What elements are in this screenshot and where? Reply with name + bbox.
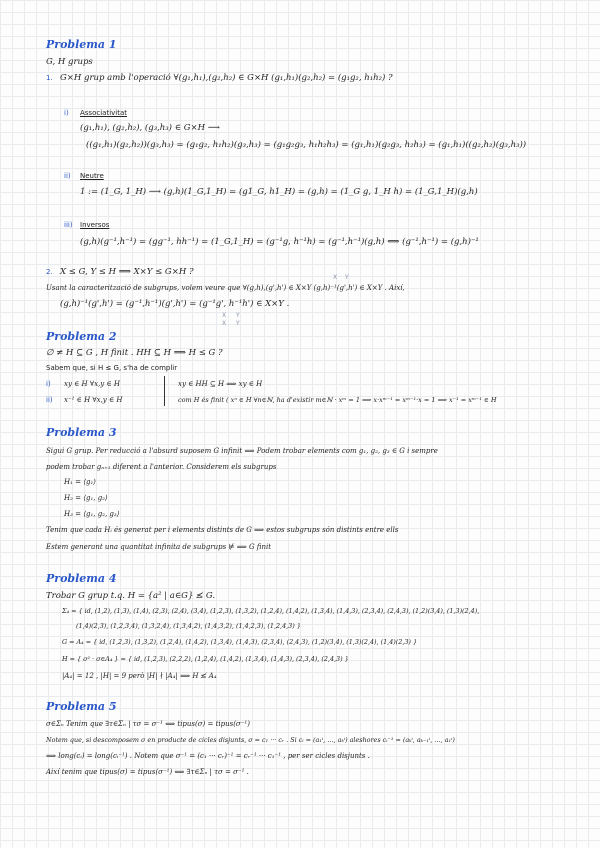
p1-stamp-4: Y bbox=[236, 312, 240, 319]
p1-item-2-number: 2. bbox=[46, 268, 53, 276]
p1-item-1-number: 1. bbox=[46, 74, 53, 82]
p2-item-1-result: xy ∈ HH ⊆ H ⟹ xy ∈ H bbox=[178, 380, 263, 388]
p3-line-2: podem trobar gₙ₊₁ diferent a l'anterior. Considerem els subgrups bbox=[46, 463, 277, 471]
p3-subgroup-3: H₃ = ⟨g₁, g₂, g₃⟩ bbox=[64, 510, 120, 518]
p3-subgroup-1: H₁ = ⟨g₁⟩ bbox=[64, 478, 96, 486]
p2-line-1: ∅ ≠ H ⊆ G , H finit . HH ⊆ H ⟹ H ≤ G ? bbox=[46, 348, 223, 358]
p2-line-2: Sabem que, si H ≤ G, s'ha de complir bbox=[46, 364, 178, 372]
p1-stamp-2: Y bbox=[345, 274, 349, 281]
problem-1-title: Problema 1 bbox=[46, 38, 117, 51]
p1-sub-1-line-b: ((g₁,h₁)(g₂,h₂))(g₃,h₃) = (g₁g₂, h₁h₂)(g₃,h₃) = (g₁g₂g₃, h₁h₂h₃) = (g₁,h₁)(g₂g₃, h₂h₃) = (g₁,h₁)((g₂,h₂)(g₃,h₃)) bbox=[86, 140, 527, 150]
p1-sub-2-number: ii) bbox=[64, 172, 71, 180]
problem-2-title: Problema 2 bbox=[46, 330, 117, 343]
p1-sub-2-title: Neutre bbox=[80, 172, 104, 180]
p3-subgroup-2: H₂ = ⟨g₁, g₂⟩ bbox=[64, 494, 108, 502]
p1-sub-1-title: Associativitat bbox=[80, 109, 128, 117]
p2-item-2: x⁻¹ ∈ H ∀x,y ∈ H bbox=[64, 396, 123, 404]
p1-line-4: Usant la caracterització de subgrups, volem veure que ∀(g,h),(g',h') ∈ X×Y (g,h)⁻¹(g',h') ∈ X×Y . Així, bbox=[46, 284, 405, 292]
p1-line-5: (g,h)⁻¹(g',h') = (g⁻¹,h⁻¹)(g',h') = (g⁻¹g', h⁻¹h') ∈ X×Y . bbox=[60, 299, 290, 309]
p2-divider bbox=[164, 376, 165, 406]
p1-sub-2-line-a: 1 := (1_G, 1_H) ⟶ (g,h)(1_G,1_H) = (g1_G, h1_H) = (g,h) = (1_G g, 1_H h) = (1_G,1_H)(g,h) bbox=[80, 187, 478, 197]
p1-item-1: G×H grup amb l'operació ∀(g₁,h₁),(g₂,h₂) ∈ G×H (g₁,h₁)(g₂,h₂) = (g₁g₂, h₁h₂) ? bbox=[60, 73, 393, 83]
p1-stamp-5: X bbox=[222, 320, 227, 327]
p1-line-1: G, H grups bbox=[46, 57, 93, 67]
p2-item-2-result: com H és finit ( xⁿ ∈ H ∀n∈ℕ, ha d'existir m∈ℕ · xᵐ = 1 ⟹ x·xᵐ⁻¹ = xᵐ⁻¹·x = 1 ⟹ x⁻¹ = xᵐ⁻¹ ∈ H bbox=[178, 396, 497, 404]
p5-line-1: σ∈Σₙ Tenim que ∃τ∈Σₙ | τσ = σ⁻¹ ⟺ tipus(σ) = tipus(σ⁻¹) bbox=[46, 720, 250, 728]
p1-sub-3-number: iii) bbox=[64, 221, 73, 229]
p2-item-1-number: i) bbox=[46, 380, 51, 388]
p3-line-1: Sigui G grup. Per reducció a l'absurd suposem G infinit ⟹ Podem trobar elements com g₁, g₂, g₃ ∈ G i sempre bbox=[46, 447, 438, 455]
p1-stamp-6: Y bbox=[236, 320, 240, 327]
p1-sub-1-line-a: (g₁,h₁), (g₂,h₂), (g₃,h₃) ∈ G×H ⟶ bbox=[80, 123, 220, 133]
p4-line-6: |A₄| = 12 , |H| = 9 però |H| ∤ |A₄| ⟹ H ≰ A₄ bbox=[62, 672, 217, 680]
problem-4-title: Problema 4 bbox=[46, 572, 117, 585]
p5-line-4: Així tenim que tipus(σ) = tipus(σ⁻¹) ⟺ ∃τ∈Σₙ | τσ = σ⁻¹ . bbox=[46, 768, 249, 776]
p2-item-2-number: ii) bbox=[46, 396, 53, 404]
p4-line-1: Trobar G grup t.q. H = {a² | a∈G} ≰ G. bbox=[46, 591, 216, 601]
p3-line-3: Tenim que cada Hᵢ és generat per i elements distints de G ⟹ estos subgrups són distints entre ells bbox=[46, 526, 399, 534]
p1-item-2: X ≤ G, Y ≤ H ⟹ X×Y ≤ G×H ? bbox=[60, 267, 194, 277]
p4-line-4: G = A₄ = { id, (1,2,3), (1,3,2), (1,2,4), (1,4,2), (1,3,4), (1,4,3), (2,3,4), (2,4,3), (1,2)(3,4), (1,3)(2,4), (1,4)(2,3) } bbox=[62, 638, 418, 646]
p3-line-4: Estem generant una quantitat infinita de subgrups ⊭ ⟹ G finit bbox=[46, 543, 272, 551]
p4-line-3: (1,4)(2,3), (1,2,3,4), (1,3,2,4), (1,3,4,2), (1,4,3,2), (1,4,2,3), (1,2,4,3) } bbox=[76, 622, 301, 630]
p1-sub-3-title: Inversos bbox=[80, 221, 110, 229]
p5-line-2: Notem que, si descomposem σ en producte de cicles disjunts, σ = c₁ ··· cᵣ . Si cᵢ = (a₁ⁱ, …, aₖⁱ) aleshores cᵢ⁻¹ = (aₖⁱ, aₖ₋₁ⁱ, …, a₁ⁱ) bbox=[46, 736, 455, 744]
p4-line-2: Σ₄ = { id, (1,2), (1,3), (1,4), (2,3), (2,4), (3,4), (1,2,3), (1,3,2), (1,2,4), (1,4,2), (1,3,4), (1,4,3), (2,3,4), (2,4,3), (1,2)(3,4), (1,3)(2,4), bbox=[62, 607, 480, 615]
p1-stamp-1: X bbox=[333, 274, 338, 281]
p2-item-1: xy ∈ H ∀x,y ∈ H bbox=[64, 380, 120, 388]
p1-stamp-3: X bbox=[222, 312, 227, 319]
p1-sub-1-number: i) bbox=[64, 109, 69, 117]
p5-line-3: ⟹ long(cᵢ) = long(cᵢ⁻¹) . Notem que σ⁻¹ = (c₁ ··· cᵣ)⁻¹ = cᵣ⁻¹ ··· c₁⁻¹ , per ser cicles disjunts . bbox=[46, 752, 370, 760]
problem-3-title: Problema 3 bbox=[46, 426, 117, 439]
p1-sub-3-line-a: (g,h)(g⁻¹,h⁻¹) = (gg⁻¹, hh⁻¹) = (1_G,1_H) = (g⁻¹g, h⁻¹h) = (g⁻¹,h⁻¹)(g,h) ⟺ (g⁻¹,h⁻¹) = (g,h)⁻¹ bbox=[80, 237, 479, 247]
p4-line-5: H = { σ² · σ∈A₄ } = { id, (1,2,3), (2,2,2), (1,2,4), (1,4,2), (1,3,4), (1,4,3), (2,3,4), (2,4,3) } bbox=[62, 655, 349, 663]
problem-5-title: Problema 5 bbox=[46, 700, 117, 713]
